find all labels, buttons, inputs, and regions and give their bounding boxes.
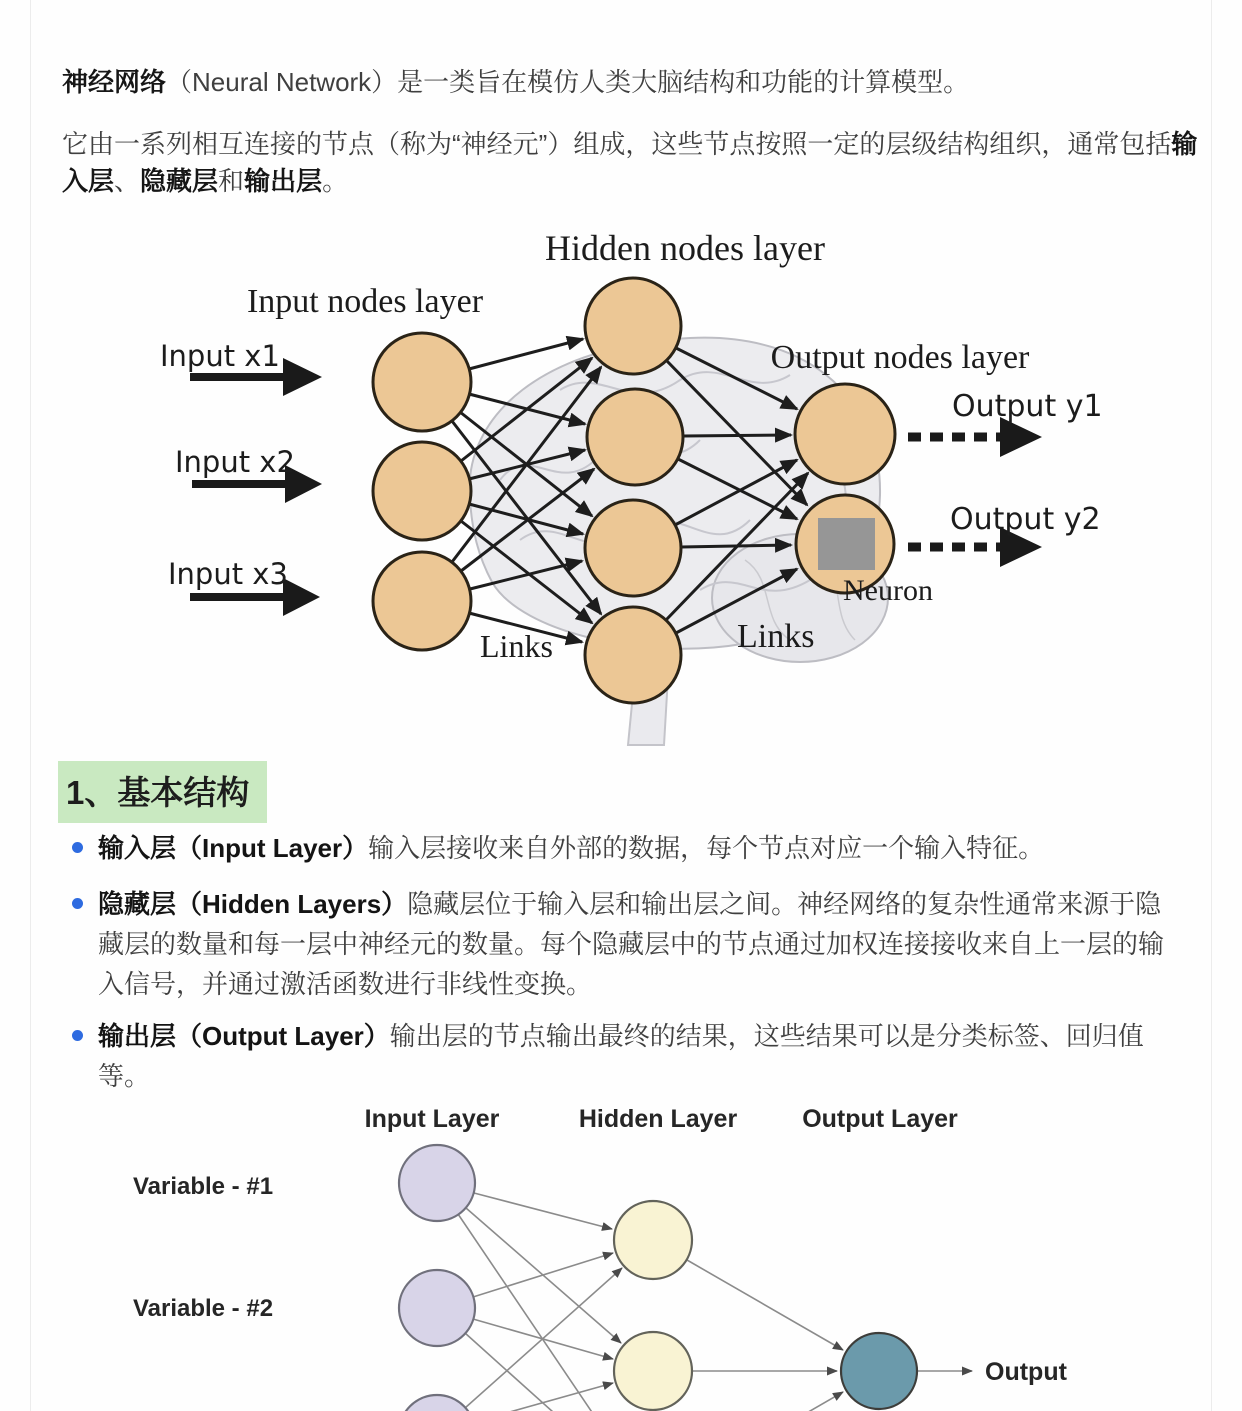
bullet-dot: [72, 898, 83, 909]
intro-p2-bold1: 输入层: [62, 129, 1198, 196]
bullet-bold: 输入层（Input Layer）: [98, 833, 369, 863]
output-node: [795, 384, 895, 484]
hidden-layer-title: Hidden nodes layer: [545, 228, 825, 268]
hidden-layer-title-2: Hidden Layer: [578, 1105, 738, 1133]
intro-p2-bold2: 隐藏层: [140, 166, 219, 196]
output-layer-title: Output nodes layer: [770, 339, 1030, 376]
bullet-dot: [72, 1030, 83, 1041]
links-label-right: Links: [737, 618, 815, 655]
bullet-input-layer: [62, 828, 1170, 868]
hidden-node: [585, 607, 681, 703]
hidden-node: [614, 1332, 692, 1410]
intro-p2-bold3: 输出层: [244, 166, 323, 196]
figure-layered-network: [0, 1080, 1242, 1411]
input-layer-title: Input nodes layer: [246, 283, 484, 320]
bullet-dot: [72, 842, 83, 853]
intro-p1-rest: （Neural Network）是一类旨在模仿人类大脑结构和功能的计算模型。: [166, 67, 970, 97]
bullet-text: 隐藏层位于输入层和输出层之间。神经网络的复杂性通常来源于隐藏层的数量和每一层中神经元的数量。每个隐藏层中的节点通过加权连接接收来自上一层的输入信号，并通过激活函数进行非线性变换。: [98, 889, 1165, 999]
variable-1-label: Variable - #1: [132, 1173, 274, 1200]
input-nodes: [373, 333, 471, 650]
input-node: [399, 1145, 475, 1221]
input-nodes-2: [399, 1145, 475, 1411]
bullet-bold: 隐藏层（Hidden Layers）: [98, 889, 408, 919]
bullet-text: 输出层的节点输出最终的结果，这些结果可以是分类标签、回归值等。: [98, 1021, 1144, 1091]
output-layer-title-2: Output Layer: [802, 1105, 958, 1133]
intro-p1-bold: 神经网络: [62, 67, 167, 97]
hidden-node: [585, 278, 681, 374]
input-node: [373, 333, 471, 431]
input-x3-label: Input x3: [168, 557, 288, 591]
intro-p2-sep1: 、: [114, 166, 141, 196]
input-node: [373, 442, 471, 540]
input-layer-title-2: Input Layer: [364, 1105, 500, 1133]
input-node: [373, 552, 471, 650]
intro-p2-part1: 它由一系列相互连接的节点（称为“神经元”）组成，这些节点按照一定的层级结构组织，通常包括: [62, 129, 1172, 159]
output-label-2: Output: [985, 1358, 1067, 1386]
figure-neural-network-brain: [0, 200, 1242, 760]
input-x2-label: Input x2: [175, 445, 295, 479]
bullet-bold: 输出层（Output Layer）: [98, 1021, 390, 1051]
input-node: [399, 1395, 475, 1411]
intro-paragraph-1: [62, 64, 1198, 101]
hidden-node: [585, 500, 681, 596]
intro-p2-end: 。: [322, 166, 349, 196]
output-arrows: [908, 417, 1042, 567]
output-node: [841, 1333, 917, 1409]
output-y2-label: Output y2: [950, 502, 1101, 537]
hidden-node: [587, 389, 683, 485]
hidden-node: [614, 1201, 692, 1279]
links-label-left: Links: [480, 628, 553, 664]
variable-2-label: Variable - #2: [132, 1295, 274, 1322]
neuron-label: Neuron: [843, 574, 933, 607]
input-node: [399, 1270, 475, 1346]
neuron-square: [818, 518, 875, 570]
bullet-hidden-layer: [62, 884, 1170, 1004]
edges-hidden-output-2: [687, 1260, 843, 1411]
output-y1-label: Output y1: [952, 389, 1103, 424]
edges-input-hidden-2: [458, 1193, 629, 1411]
intro-paragraph-2: [62, 126, 1198, 200]
input-x1-label: Input x1: [160, 339, 280, 373]
section-heading: 1、基本结构: [58, 761, 267, 823]
bullet-text: 输入层接收来自外部的数据，每个节点对应一个输入特征。: [368, 833, 1045, 863]
intro-p2-sep2: 和: [218, 166, 245, 196]
hidden-nodes-2: [614, 1201, 692, 1411]
